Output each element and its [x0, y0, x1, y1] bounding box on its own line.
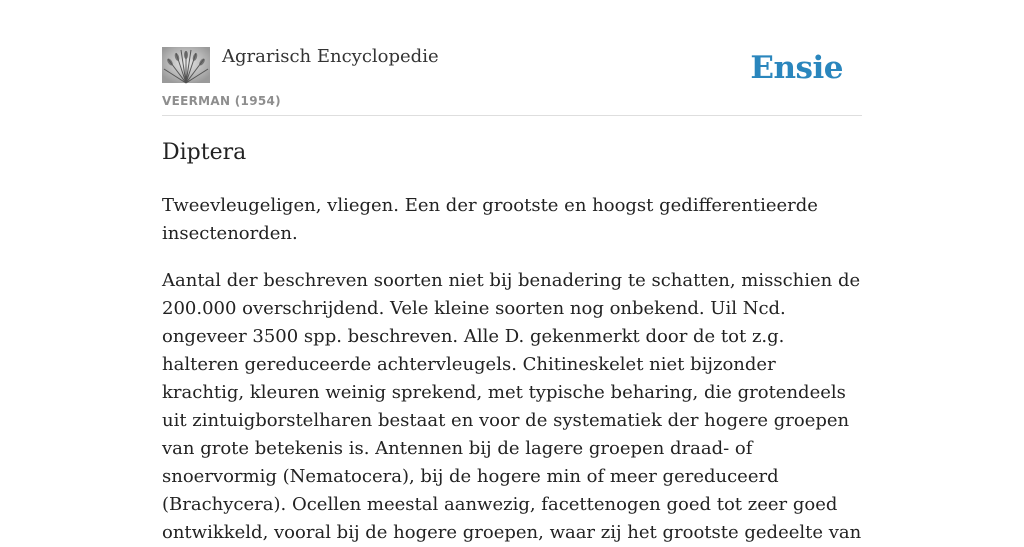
- publication-title[interactable]: Agrarisch Encyclopedie: [222, 46, 439, 67]
- brand-logo[interactable]: Ensie: [750, 50, 843, 86]
- entry-paragraph-1: Tweevleugeligen, vliegen. Een der grootste en hoogst gedifferentieerde insectenorden.: [162, 195, 818, 244]
- page: [162, 0, 862, 543]
- entry-title: Diptera: [162, 140, 247, 165]
- header: [162, 0, 862, 116]
- entry-paragraph-2: Aantal der beschreven soorten niet bij benadering te schatten, misschien de 200.000 overschrijdend. Vele kleine soorten nog onbekend. Uil Ncd. ongeveer 3500 spp. beschreven. Alle D. gekenmerkt door de tot z.g. halteren gereduceerde achtervleugels. Chitineskelet niet bijzonder krachtig, kleuren weinig sprekend, met typische beharing, die grotendeels uit zintuigborstelharen bestaat en voor de systematiek der hogere groepen van grote betekenis is. Antennen bij de lagere groepen draad- of snoervormig (Nematocera), bij de hogere min of meer gereduceerd (Brachycera). Ocellen meestal aanwezig, facettenogen goed tot zeer goed ontwikkeld, vooral bij de hogere groepen, waar zij het grootste gedeelte van: [162, 270, 862, 543]
- author-label: VEERMAN (1954): [162, 94, 281, 108]
- wheat-logo-icon[interactable]: [162, 47, 210, 83]
